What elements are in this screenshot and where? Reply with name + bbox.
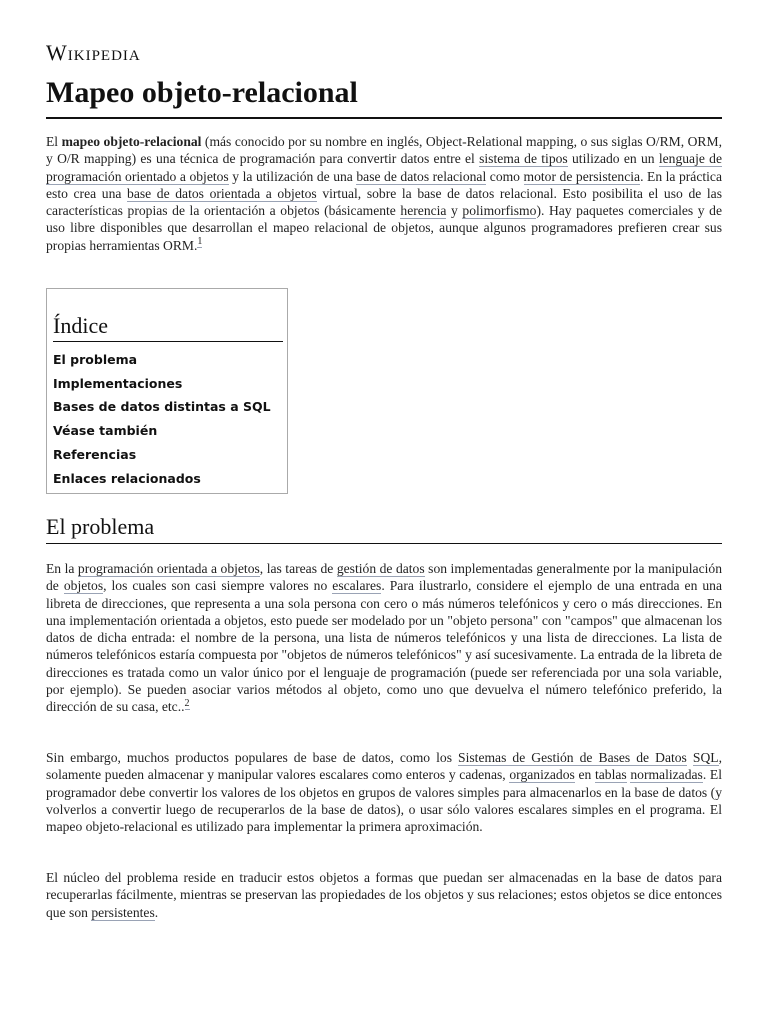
text-run: El núcleo del problema reside en traducir estos objetos a formas que puedan ser almacenadas en la base de datos para recuperarlas fácilmente, mientras se preservan las propiedades de los objetos y sus relaciones; estos objetos se dice entonces que son [46, 870, 722, 920]
reference-link[interactable]: 1 [197, 236, 203, 248]
problem-paragraph-1 [46, 560, 722, 716]
text-run: Sin embargo, muchos productos populares de base de datos, como los [46, 750, 459, 765]
article-link[interactable]: polimorfismo [462, 203, 537, 219]
toc-item-el-problema[interactable]: El problema [53, 352, 138, 367]
wikipedia-wordmark[interactable]: Wikipedia [46, 40, 141, 65]
text-run: , las tareas de [259, 561, 337, 576]
intro-paragraph [46, 133, 722, 254]
toc-item-vease-tambien[interactable]: Véase también [53, 423, 158, 439]
section-title-el-problema: El problema [46, 514, 155, 539]
text-run: en [574, 767, 595, 783]
section-divider [46, 543, 722, 544]
article-link[interactable]: escalares [332, 578, 382, 594]
article-link[interactable]: base de datos relacional [356, 168, 487, 184]
title-divider [46, 117, 722, 119]
article-link[interactable]: herencia [400, 203, 447, 219]
article-link[interactable]: SQL [692, 750, 719, 765]
toc-title: Índice [53, 313, 283, 342]
text-run: y [446, 203, 463, 219]
text-run: , solamente pueden almacenar y manipular valores escalares como enteros y cadenas, [46, 750, 722, 783]
toc-list [53, 348, 271, 490]
toc-item-bases-de-datos-no-sql[interactable]: Bases de datos distintas a SQL [53, 399, 271, 415]
text-run: . En la práctica esto crea una [46, 168, 722, 201]
article-link[interactable]: base de datos orientada a objetos [127, 185, 317, 201]
page-title: Mapeo objeto-relacional [46, 76, 358, 109]
table-of-contents [46, 288, 288, 494]
text-run: son implementadas generalmente por la manipulación de [46, 561, 722, 594]
article-link[interactable]: persistentes [91, 904, 155, 920]
text-run: El [46, 134, 62, 149]
text-run: . El programador debe convertir los valores de los objetos en grupos de valores simples para almacenarlos en la base de datos (y volverlos a convertir luego de recuperarlos de la base de datos), o usar sólo valores escalares simples en el programa. El mapeo objeto-relacional es utilizado para implementar la primera aproximación. [46, 767, 722, 835]
article-link[interactable]: tablas [594, 767, 627, 783]
bold-term: mapeo objeto-relacional [61, 134, 202, 149]
text-run: virtual, sobre la base de datos relacional. Esto posibilita el uso de las características propias de la orientación a objetos (básicamente [46, 185, 722, 219]
problem-paragraph-2 [46, 749, 722, 835]
article-link[interactable]: organizados [509, 767, 575, 783]
text-run: En la [46, 561, 78, 576]
article-link[interactable]: programación orientada a objetos [77, 561, 260, 576]
article-link[interactable]: motor de persistencia [523, 168, 641, 184]
toc-item-implementaciones[interactable]: Implementaciones [53, 375, 183, 391]
article-link[interactable]: normalizadas [630, 767, 703, 783]
text-run: . Para ilustrarlo, considere el ejemplo de una entrada en una libreta de direcciones, que representa a una sola persona con cero o más números telefónicos y cero o más direcciones. En una implementación orientada a objetos, esto puede ser modelado por un "objeto persona" con "campos" que almacenan los datos de dicha entrada: el nombre de la persona, una lista de números telefónicos y una lista de direcciones. La lista de números telefónicos estaría compuesta por "objetos de números telefónicos" y así sucesivamente. La entrada de la libreta de direcciones es tratada como un valor único por el lenguaje de programación (puede ser referenciada por una sola variable, por ejemplo). Se pueden asociar varios métodos al objeto, como uno que devuelva el número telefónico preferido, la dirección de su casa, etc.. [46, 578, 722, 715]
text-run: como [486, 168, 524, 184]
article-link[interactable]: objetos [63, 578, 104, 594]
text-run: . [154, 904, 159, 920]
text-run [687, 750, 693, 765]
text-run: y la utilización de una [228, 168, 357, 184]
toc-item-referencias[interactable]: Referencias [53, 446, 137, 462]
article-link[interactable]: lenguaje de programación orientado a objetos [46, 151, 723, 184]
text-run: ). Hay paquetes comerciales y de uso libre disponibles que desarrollan el mapeo relacional de objetos, aunque algunos programadores prefieren crear sus propias herramientas ORM. [46, 203, 722, 253]
problem-paragraph-3 [46, 869, 722, 921]
toc-item-enlaces-relacionados[interactable]: Enlaces relacionados [53, 470, 201, 486]
reference-link[interactable]: 2 [184, 697, 190, 709]
article-link[interactable]: Sistemas de Gestión de Bases de Datos [458, 750, 687, 765]
article-link[interactable]: gestión de datos [336, 561, 425, 576]
text-run: utilizado en un [567, 151, 659, 167]
article-link[interactable]: sistema de tipos [479, 151, 568, 167]
text-run: (más conocido por su nombre en inglés, Object-Relational mapping, o sus siglas O/RM, ORM, y O/R mapping) es una técnica de programación para convertir datos entre el [46, 134, 722, 167]
text-run: , los cuales son casi siempre valores no [103, 578, 333, 594]
